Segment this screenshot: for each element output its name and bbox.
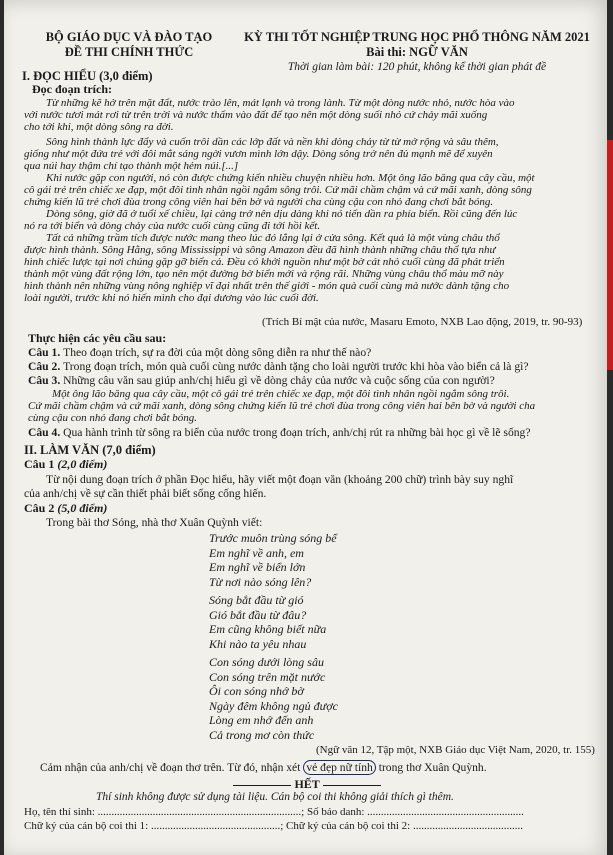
passage-line: chứng kiến lũ trẻ chơi đùa trong công viên hai bên bờ và người cha cùng cậu con nhỏ đang chơi bắt bóng. xyxy=(24,196,494,208)
passage-line: cô gái trẻ trên chiếc xe đạp, một đôi tình nhân ngồi ngắm sông trôi. Cứ mãi chầm chậm và cứ mãi xanh, dòng sông xyxy=(24,184,532,196)
proctor-signature-line xyxy=(24,820,523,833)
passage-line: giống như một đứa trẻ với đôi mắt sáng ngời vươn mình lớn dậy. Dòng sông trở nên đủ mạnh mẽ để xuyên xyxy=(24,148,493,160)
passage-line: hình thành nên những vùng nông nghiệp vĩ đại nhất trên thế giới - món quà cuối cùng mà nước dành tặng cho xyxy=(24,280,510,292)
essay-1-heading xyxy=(24,457,107,472)
poem-line: Từ nơi nào sóng lên? xyxy=(209,574,312,589)
header-left xyxy=(24,30,234,60)
passage-line: Khi nước gặp con người, nó còn được chứng kiến nhiều chuyện nhiều hơn. Một ông lão băng qua cây cầu, một xyxy=(46,172,535,184)
question-label: Câu 1. xyxy=(28,346,64,359)
end-marker xyxy=(202,777,412,792)
poem-stanza-3 xyxy=(209,655,338,743)
section-2-heading: II. LÀM VĂN (7,0 điểm) xyxy=(24,443,156,457)
time-note: Thời gian làm bài: 120 phút, không kể thời gian phát đề xyxy=(287,61,547,73)
candidate-number-label: ; Số báo danh: xyxy=(301,806,368,818)
passage-line: cho tới khi, một dòng sông ra đời. xyxy=(24,121,174,133)
passage-line: qua núi hay thậm chí tạo thành một hẻm núi.[...] xyxy=(24,160,239,172)
passage-line: Dòng sông, giờ đã ở tuổi xế chiều, lại càng trở nên dịu dàng khi nó tiến dần ra phía biển. Rồi cũng đến lúc xyxy=(46,208,518,220)
passage-line: với nước tươi mát rơi từ trên trời và nước thấm vào đất để tạo nên một dòng suối nhỏ cứ chảy mãi xuống xyxy=(24,109,488,121)
passage-line: Từ những kẽ hở trên mặt đất, nước trào lên, mát lạnh và trong lành. Từ một dòng nước nhỏ, nước hòa vào xyxy=(46,97,515,109)
poem-line: Em cũng không biết nữa xyxy=(209,622,327,637)
question-quote-line: Cứ mãi chầm chậm và cứ mãi xanh, dòng sông chứng kiến lũ trẻ chơi đùa trong công viên hai bên bờ và người cha xyxy=(28,400,536,412)
passage-line: Tất cả những trầm tích được nước mang theo lúc đó lắng lại ở cửa sông. Kết quả là một vùng châu thổ xyxy=(46,232,500,244)
ministry-name: BỘ GIÁO DỤC VÀ ĐÀO TẠO xyxy=(45,30,213,44)
poem-line: Cả trong mơ còn thức xyxy=(209,727,315,742)
end-rule-left xyxy=(233,785,291,786)
question-4 xyxy=(28,426,530,439)
question-quote-line: cùng cậu con nhỏ đang chơi bắt bóng. xyxy=(28,412,198,424)
essay-1-line: Từ nội dung đoạn trích ở phần Đọc hiểu, hãy viết một đoạn văn (khoảng 200 chữ) trình bày suy nghĩ xyxy=(46,473,514,486)
subject-label: Bài thi: NGỮ VĂN xyxy=(366,45,468,59)
question-label: Câu 3. xyxy=(28,374,64,387)
poem-stanza-2 xyxy=(209,593,326,651)
dotted-fill: ............................................... xyxy=(150,820,281,832)
essay-1-line: của anh/chị về sự cần thiết phải biết sống cống hiến. xyxy=(24,487,267,500)
dotted-fill: .......................................................................... xyxy=(97,806,302,818)
end-label: HẾT xyxy=(294,777,320,791)
poem-intro: Trong bài thơ Sóng, nhà thơ Xuân Quỳnh viết: xyxy=(46,516,263,529)
candidate-name-label: Họ, tên thí sinh: xyxy=(24,806,98,818)
essay-label: Câu 1 xyxy=(24,457,55,471)
poem-line: Em nghĩ về biển lớn xyxy=(209,560,306,575)
prompt-text: trong thơ Xuân Quỳnh. xyxy=(375,761,487,774)
passage-line: thành một vùng đất rộng lớn, tạo nên một đường bờ biển mới và rộng rãi. Những vùng châu thổ màu mỡ này xyxy=(24,268,504,280)
passage-line: Sông hình thành lực đẩy và cuốn trôi dần các lớp đất và nền khi dòng chảy từ từ mở rộng và sâu thêm, xyxy=(46,136,499,148)
prompt-text: Cảm nhận của anh/chị về đoạn thơ trên. Từ đó, nhận xét xyxy=(40,761,304,774)
section-1-heading: I. ĐỌC HIỂU (3,0 điểm) xyxy=(22,69,153,83)
candidate-name-line xyxy=(24,806,524,819)
passage-line: loài người, trước khi nó hiến mình cho đại dương vào lúc cuối đời. xyxy=(24,292,319,304)
poem-line: Ngày đêm không ngủ được xyxy=(209,698,338,713)
exam-paper xyxy=(4,0,607,855)
poem-line: Con sóng trên mặt nước xyxy=(209,669,326,684)
requirements-heading: Thực hiện các yêu cầu sau: xyxy=(28,331,167,345)
poem-line: Lòng em nhớ đến anh xyxy=(209,713,314,728)
essay-2-heading xyxy=(24,501,107,516)
question-quote-line: Một ông lão băng qua cây cầu, một cô gái trẻ trên chiếc xe đạp, một đôi tình nhân ngồi ngắm sông trôi. xyxy=(52,388,510,400)
essay-points: (5,0 điểm) xyxy=(57,501,108,515)
poem-line: Em nghĩ về anh, em xyxy=(209,545,304,560)
proctor-2-label: ; Chữ ký của cán bộ coi thi 2: xyxy=(280,820,413,832)
poem-line: Trước muôn trùng sóng bể xyxy=(209,531,337,545)
proctor-1-label: Chữ ký của cán bộ coi thi 1: xyxy=(24,820,151,832)
header-right xyxy=(236,30,598,75)
essay-label: Câu 2 xyxy=(24,501,55,515)
question-text: Theo đoạn trích, sự ra đời của một dòng sông diễn ra như thế nào? xyxy=(63,346,372,359)
question-3 xyxy=(28,374,495,387)
dotted-fill: ........................................ xyxy=(412,820,523,832)
poem-line: Gió bắt đầu từ đâu? xyxy=(209,607,307,622)
question-label: Câu 2. xyxy=(28,360,64,373)
poem-line: Con sóng dưới lòng sâu xyxy=(209,655,324,669)
passage-citation: (Trích Bí mật của nước, Masaru Emoto, NXB Lao động, 2019, tr. 90-93) xyxy=(262,316,583,328)
passage-line: nó ra tới biển và dòng chảy của nước cuối cùng cũng đi tới hồi kết. xyxy=(24,220,321,232)
question-text: Qua hành trình từ sông ra biển của nước trong đoạn trích, anh/chị rút ra những bài học gì về lẽ sống? xyxy=(63,426,531,439)
passage-label: Đọc đoạn trích: xyxy=(32,82,112,96)
passage-line: được hình thành. Sông Hằng, sông Mississippi và sông Amazon đều đã hình thành những châu thổ tựa như xyxy=(24,244,496,256)
poem-citation: (Ngữ văn 12, Tập một, NXB Giáo dục Việt Nam, 2020, tr. 155) xyxy=(316,744,595,756)
poem-stanza-1 xyxy=(209,531,337,589)
dotted-fill: ......................................................... xyxy=(367,806,524,818)
footer-note: Thí sinh không được sử dụng tài liệu. Cán bộ coi thi không giải thích gì thêm. xyxy=(96,791,454,803)
question-text: Những câu văn sau giúp anh/chị hiểu gì về dòng chảy của nước và cuộc sống của con người? xyxy=(63,374,495,387)
question-label: Câu 4. xyxy=(28,426,64,439)
end-rule-right xyxy=(323,785,381,786)
poem-line: Sóng bắt đầu từ gió xyxy=(209,593,304,607)
exam-name: KỲ THI TỐT NGHIỆP TRUNG HỌC PHỔ THÔNG NĂM 2021 xyxy=(244,30,590,44)
poem-line: Ôi con sóng nhớ bờ xyxy=(209,684,304,699)
question-text: Trong đoạn trích, món quà cuối cùng nước dành tặng cho loài người trước khi hòa vào biển cả là gì? xyxy=(63,360,529,373)
essay-points: (2,0 điểm) xyxy=(57,457,108,471)
question-1 xyxy=(28,346,371,359)
question-2 xyxy=(28,360,528,373)
poem-line: Khi nào ta yêu nhau xyxy=(209,636,307,651)
essay-2-prompt xyxy=(40,761,487,774)
official-label: ĐỀ THI CHÍNH THỨC xyxy=(64,45,194,59)
circled-phrase: vẻ đẹp nữ tính xyxy=(303,760,376,775)
passage-line: hình chiếc lược tại nơi chúng gặp gỡ biển cả. Đều có khởi nguồn như một bờ cát nhỏ cuối cùng đã phát triển xyxy=(24,256,505,268)
